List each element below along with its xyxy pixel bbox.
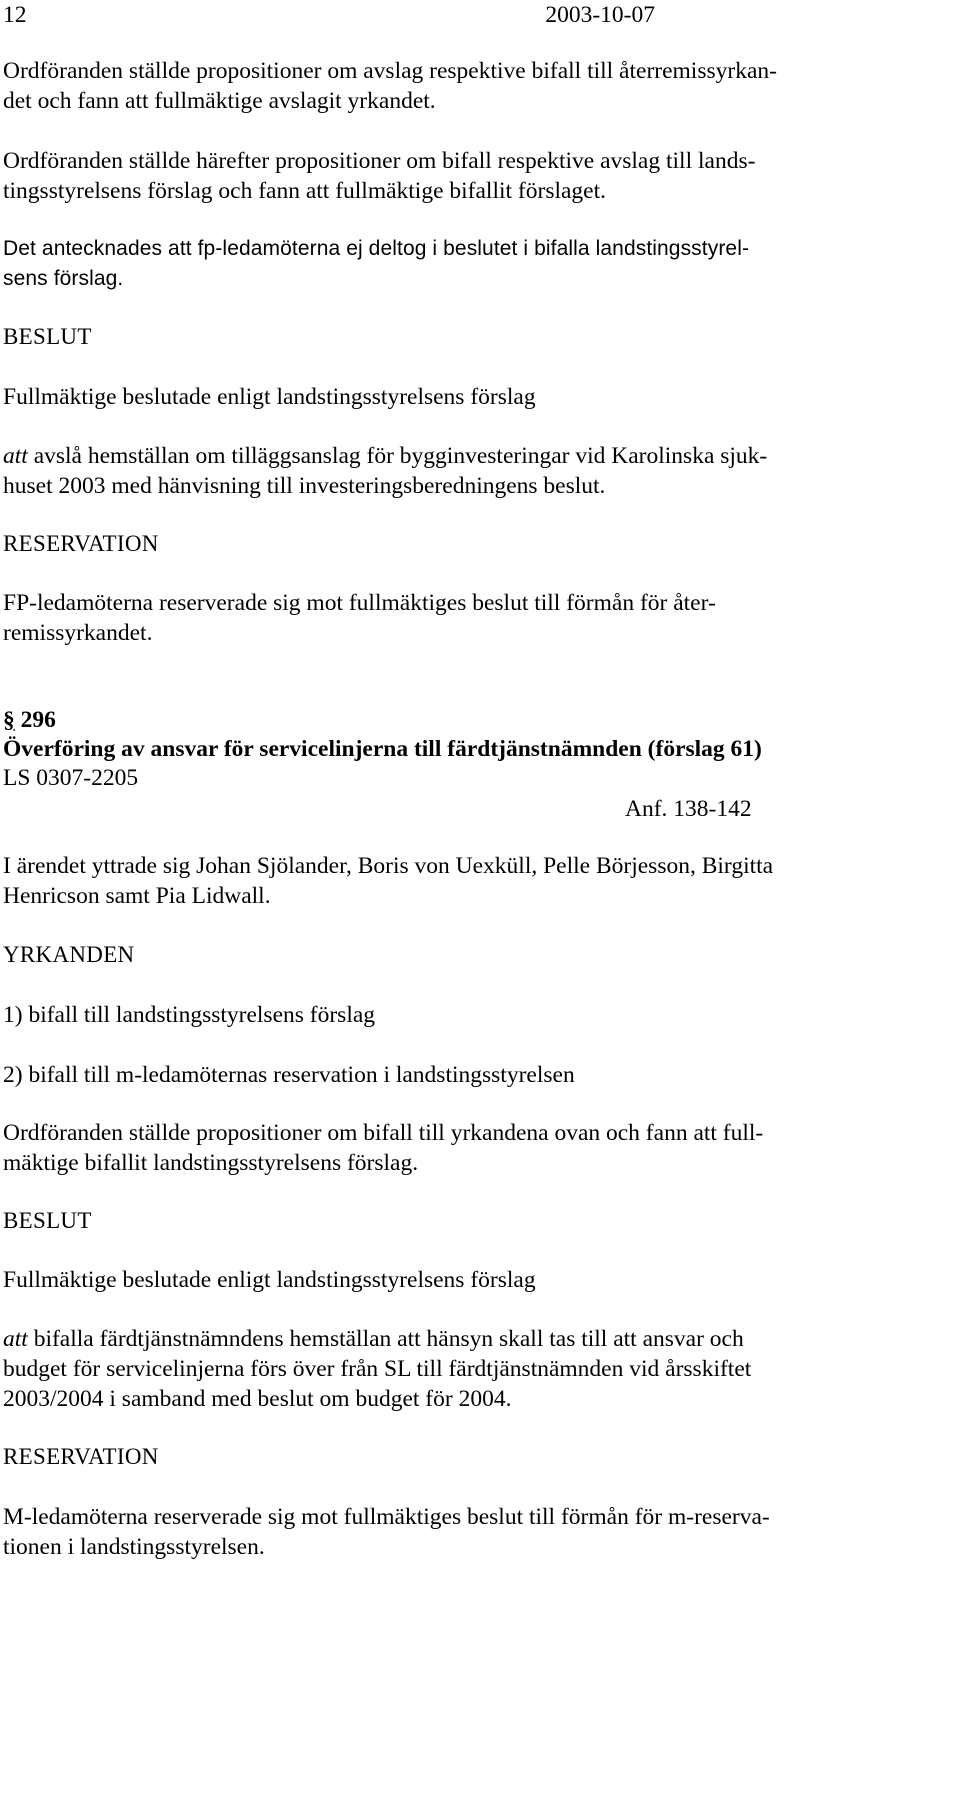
paragraph-bifall-proposition — [3, 146, 958, 206]
text-line: 2003/2004 i samband med beslut om budget för 2004. — [3, 1386, 512, 1412]
paragraph-avslag-proposition — [3, 56, 958, 116]
text-line: tingsstyrelsens förslag och fann att fullmäktige bifallit förslaget. — [3, 178, 607, 204]
text-line: Ordföranden ställde propositioner om bifall till yrkandena ovan och fann att full- — [3, 1120, 764, 1146]
text-line: mäktige bifallit landstingsstyrelsens förslag. — [3, 1150, 419, 1176]
text-line: M-ledamöterna reserverade sig mot fullmäktiges beslut till förmån för m-reserva- — [3, 1504, 770, 1530]
paragraph-fp-note — [3, 234, 958, 294]
text-line: Henricson samt Pia Lidwall. — [3, 883, 271, 909]
section-title: Överföring av ansvar för servicelinjerna till färdtjänstnämnden (förslag 61) — [3, 736, 762, 762]
anf-reference: Anf. 138-142 — [625, 796, 752, 822]
text-line: det och fann att fullmäktige avslagit yrkandet. — [3, 88, 436, 114]
att-text: avslå hemställan om tilläggsanslag för bygginvesteringar vid Karolinska sjuk- — [27, 443, 768, 469]
text-line: budget för servicelinjerna förs över från SL till färdtjänstnämnden vid årsskiftet — [3, 1356, 752, 1382]
att-word: att — [3, 443, 28, 469]
text-line: tionen i landstingsstyrelsen. — [3, 1534, 265, 1560]
page-header — [3, 0, 655, 30]
text-line: Ordföranden ställde propositioner om avslag respektive bifall till återremissyrkan- — [3, 58, 777, 84]
text-line: Ordföranden ställde härefter propositioner om bifall respektive avslag till lands- — [3, 148, 756, 174]
text-line — [3, 1324, 958, 1354]
speakers-paragraph — [3, 851, 958, 911]
yrkande-item: 2) bifall till m-ledamöternas reservation i landstingsstyrelsen — [3, 1062, 575, 1088]
att-clause — [3, 1324, 958, 1414]
beslut-text: Fullmäktige beslutade enligt landstingsstyrelsens förslag — [3, 384, 536, 410]
reservation-heading: RESERVATION — [3, 531, 159, 556]
text-line: I ärendet yttrade sig Johan Sjölander, Boris von Uexküll, Pelle Börjesson, Birgitta — [3, 853, 774, 879]
section-number-value: 296 — [20, 707, 56, 733]
reservation-text — [3, 1502, 958, 1562]
text-line: FP-ledamöterna reserverade sig mot fullmäktiges beslut till förmån för åter- — [3, 590, 716, 616]
paragraph-symbol: § — [3, 707, 15, 733]
text-line — [3, 441, 958, 471]
text-line: Det antecknades att fp-ledamöterna ej deltog i beslutet i bifalla landstingsstyrel- — [3, 237, 750, 260]
section-number — [3, 705, 958, 735]
beslut-heading: BESLUT — [3, 324, 92, 349]
att-clause — [3, 441, 958, 501]
reservation-text — [3, 588, 958, 648]
beslut-heading: BESLUT — [3, 1208, 92, 1233]
beslut-text: Fullmäktige beslutade enligt landstingsstyrelsens förslag — [3, 1267, 536, 1293]
text-line: sens förslag. — [3, 267, 124, 290]
text-line: remissyrkandet. — [3, 620, 153, 646]
text-line: huset 2003 med hänvisning till investeringsberedningens beslut. — [3, 473, 606, 499]
yrkande-item: 1) bifall till landstingsstyrelsens förslag — [3, 1002, 376, 1028]
proposition-paragraph — [3, 1118, 958, 1178]
page-number: 12 — [3, 2, 27, 28]
att-text: bifalla färdtjänstnämndens hemställan att hänsyn skall tas till att ansvar och — [27, 1326, 744, 1352]
yrkanden-heading: YRKANDEN — [3, 942, 135, 967]
header-date: 2003-10-07 — [545, 2, 655, 28]
section-reference: LS 0307-2205 — [3, 765, 139, 791]
att-word: att — [3, 1326, 28, 1352]
reservation-heading: RESERVATION — [3, 1444, 159, 1469]
